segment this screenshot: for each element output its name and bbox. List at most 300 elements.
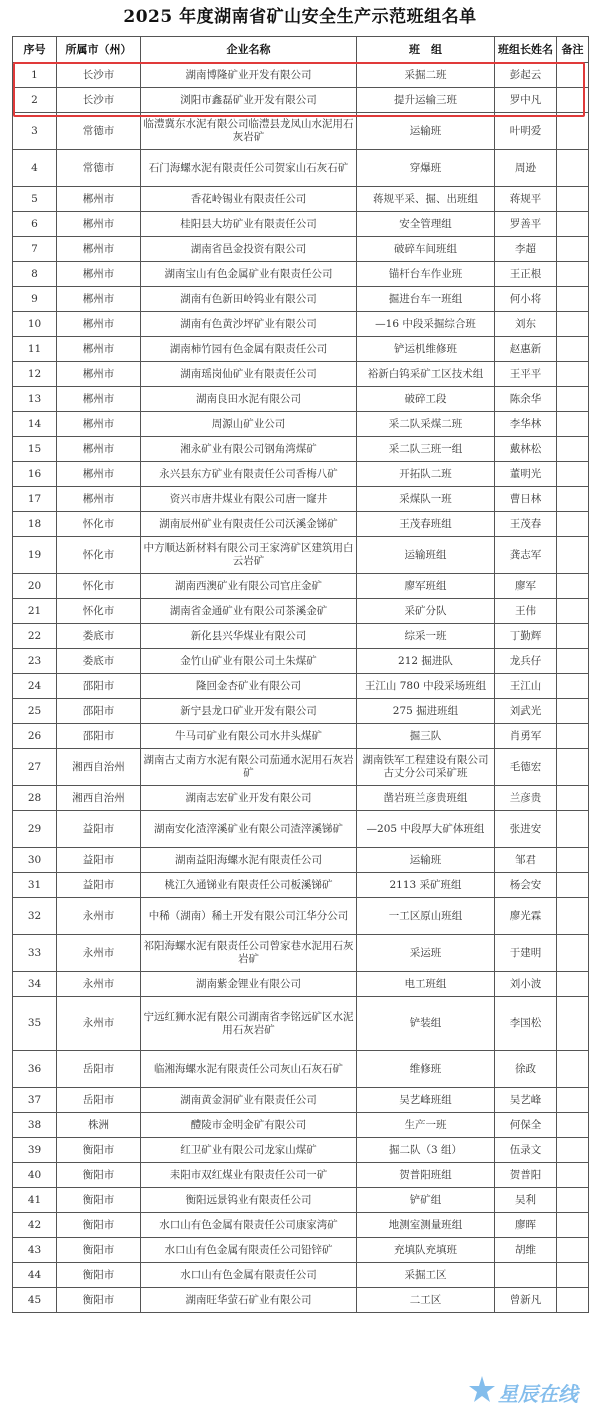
- cell-note: [557, 150, 589, 187]
- table-row: [13, 649, 589, 674]
- cell-seq: 10: [13, 312, 57, 337]
- table-row: [13, 1113, 589, 1138]
- cell-team: 铲矿组: [357, 1188, 495, 1213]
- header-team: 班 组: [357, 37, 495, 63]
- header-seq: 序号: [13, 37, 57, 63]
- cell-seq: 32: [13, 898, 57, 935]
- table-row: [13, 599, 589, 624]
- cell-company: 湖南旺华萤石矿业有限公司: [141, 1288, 357, 1313]
- cell-note: [557, 212, 589, 237]
- cell-city: 怀化市: [57, 537, 141, 574]
- cell-note: [557, 387, 589, 412]
- table-row: [13, 935, 589, 972]
- cell-leader: 何保全: [495, 1113, 557, 1138]
- cell-leader: 邹君: [495, 848, 557, 873]
- cell-note: [557, 1088, 589, 1113]
- cell-city: 郴州市: [57, 362, 141, 387]
- cell-note: [557, 1213, 589, 1238]
- cell-note: [557, 873, 589, 898]
- cell-team: 贺普阳班组: [357, 1163, 495, 1188]
- cell-leader: 陈余华: [495, 387, 557, 412]
- cell-company: 中稀（湖南）稀土开发有限公司江华分公司: [141, 898, 357, 935]
- cell-city: 郴州市: [57, 237, 141, 262]
- table-row: [13, 437, 589, 462]
- cell-company: 湖南省金通矿业有限公司茶溪金矿: [141, 599, 357, 624]
- table-row: [13, 848, 589, 873]
- cell-leader: 王江山: [495, 674, 557, 699]
- cell-leader: 李超: [495, 237, 557, 262]
- cell-city: 长沙市: [57, 63, 141, 88]
- table-row: [13, 1213, 589, 1238]
- cell-team: 综采一班: [357, 624, 495, 649]
- cell-team: 运输班组: [357, 537, 495, 574]
- cell-team: 二工区: [357, 1288, 495, 1313]
- cell-seq: 8: [13, 262, 57, 287]
- cell-company: 湘永矿业有限公司钢角湾煤矿: [141, 437, 357, 462]
- table-row: [13, 1263, 589, 1288]
- cell-company: 湖南有色新田岭钨业有限公司: [141, 287, 357, 312]
- cell-seq: 20: [13, 574, 57, 599]
- cell-team: 破碎车间班组: [357, 237, 495, 262]
- cell-note: [557, 537, 589, 574]
- cell-seq: 28: [13, 786, 57, 811]
- cell-note: [557, 437, 589, 462]
- cell-city: 怀化市: [57, 512, 141, 537]
- cell-note: [557, 512, 589, 537]
- cell-seq: 15: [13, 437, 57, 462]
- cell-leader: 罗中凡: [495, 88, 557, 113]
- cell-team: 采运班: [357, 935, 495, 972]
- cell-note: [557, 312, 589, 337]
- cell-seq: 1: [13, 63, 57, 88]
- table-row: [13, 873, 589, 898]
- cell-team: 廖军班组: [357, 574, 495, 599]
- cell-leader: 赵惠新: [495, 337, 557, 362]
- cell-company: 金竹山矿业有限公司土朱煤矿: [141, 649, 357, 674]
- cell-leader: 伍录文: [495, 1138, 557, 1163]
- cell-seq: 43: [13, 1238, 57, 1263]
- cell-seq: 38: [13, 1113, 57, 1138]
- cell-company: 浏阳市鑫磊矿业开发有限公司: [141, 88, 357, 113]
- watermark-star-icon: [469, 1376, 495, 1402]
- cell-seq: 37: [13, 1088, 57, 1113]
- cell-city: 郴州市: [57, 487, 141, 512]
- table-row: [13, 212, 589, 237]
- cell-city: 郴州市: [57, 187, 141, 212]
- cell-seq: 7: [13, 237, 57, 262]
- cell-company: 湖南紫金锂业有限公司: [141, 972, 357, 997]
- cell-note: [557, 1288, 589, 1313]
- cell-city: 怀化市: [57, 599, 141, 624]
- cell-seq: 36: [13, 1051, 57, 1088]
- cell-note: [557, 113, 589, 150]
- cell-leader: 戴林松: [495, 437, 557, 462]
- cell-seq: 29: [13, 811, 57, 848]
- cell-seq: 25: [13, 699, 57, 724]
- cell-team: 王江山 780 中段采场班组: [357, 674, 495, 699]
- cell-city: 娄底市: [57, 649, 141, 674]
- cell-city: 湘西自治州: [57, 749, 141, 786]
- table-row: [13, 1163, 589, 1188]
- table-row: [13, 1288, 589, 1313]
- cell-seq: 24: [13, 674, 57, 699]
- cell-company: 石门海螺水泥有限责任公司贺家山石灰石矿: [141, 150, 357, 187]
- cell-note: [557, 237, 589, 262]
- cell-city: 郴州市: [57, 387, 141, 412]
- cell-note: [557, 599, 589, 624]
- cell-company: 资兴市唐井煤业有限公司唐一窿井: [141, 487, 357, 512]
- table-row: [13, 262, 589, 287]
- cell-leader: 廖晖: [495, 1213, 557, 1238]
- cell-team: 275 掘进班组: [357, 699, 495, 724]
- cell-note: [557, 1163, 589, 1188]
- cell-company: 醴陵市金明金矿有限公司: [141, 1113, 357, 1138]
- cell-seq: 19: [13, 537, 57, 574]
- cell-city: 岳阳市: [57, 1088, 141, 1113]
- cell-company: 中方顺达新材料有限公司王家湾矿区建筑用白云岩矿: [141, 537, 357, 574]
- cell-leader: 周逊: [495, 150, 557, 187]
- cell-leader: 龚志军: [495, 537, 557, 574]
- cell-leader: 胡维: [495, 1238, 557, 1263]
- cell-note: [557, 674, 589, 699]
- cell-company: 红卫矿业有限公司龙家山煤矿: [141, 1138, 357, 1163]
- cell-leader: 兰彦贵: [495, 786, 557, 811]
- cell-note: [557, 1238, 589, 1263]
- cell-city: 郴州市: [57, 287, 141, 312]
- table-row: [13, 362, 589, 387]
- table-row: [13, 312, 589, 337]
- cell-leader: 蒋规平: [495, 187, 557, 212]
- cell-city: 衡阳市: [57, 1163, 141, 1188]
- cell-note: [557, 337, 589, 362]
- cell-leader: 彭起云: [495, 63, 557, 88]
- roster-body: [13, 63, 589, 1313]
- cell-city: 益阳市: [57, 811, 141, 848]
- cell-team: 一工区原山班组: [357, 898, 495, 935]
- cell-city: 长沙市: [57, 88, 141, 113]
- table-row: [13, 1238, 589, 1263]
- cell-team: 2113 采矿班组: [357, 873, 495, 898]
- cell-note: [557, 287, 589, 312]
- cell-note: [557, 63, 589, 88]
- cell-note: [557, 262, 589, 287]
- cell-note: [557, 972, 589, 997]
- cell-leader: 于建明: [495, 935, 557, 972]
- cell-leader: 廖光霖: [495, 898, 557, 935]
- cell-company: 湖南志宏矿业开发有限公司: [141, 786, 357, 811]
- cell-team: 212 掘进队: [357, 649, 495, 674]
- cell-city: 怀化市: [57, 574, 141, 599]
- cell-city: 郴州市: [57, 412, 141, 437]
- cell-seq: 21: [13, 599, 57, 624]
- cell-company: 周源山矿业公司: [141, 412, 357, 437]
- watermark-logo: [468, 1368, 598, 1420]
- table-row: [13, 997, 589, 1051]
- cell-seq: 3: [13, 113, 57, 150]
- cell-leader: 廖军: [495, 574, 557, 599]
- table-row: [13, 724, 589, 749]
- cell-city: 娄底市: [57, 624, 141, 649]
- cell-city: 常德市: [57, 113, 141, 150]
- cell-team: 穿爆班: [357, 150, 495, 187]
- cell-city: 郴州市: [57, 262, 141, 287]
- cell-team: 采掘工区: [357, 1263, 495, 1288]
- cell-company: 湖南黄金洞矿业有限责任公司: [141, 1088, 357, 1113]
- cell-team: 充填队充填班: [357, 1238, 495, 1263]
- header-company: 企业名称: [141, 37, 357, 63]
- cell-city: 湘西自治州: [57, 786, 141, 811]
- cell-team: 采二队三班一组: [357, 437, 495, 462]
- cell-note: [557, 997, 589, 1051]
- cell-city: 郴州市: [57, 462, 141, 487]
- cell-note: [557, 1113, 589, 1138]
- cell-note: [557, 848, 589, 873]
- cell-city: 郴州市: [57, 212, 141, 237]
- cell-city: 株洲: [57, 1113, 141, 1138]
- table-row: [13, 749, 589, 786]
- cell-team: 湖南铁军工程建设有限公司古丈分公司采矿班: [357, 749, 495, 786]
- cell-seq: 2: [13, 88, 57, 113]
- table-row: [13, 786, 589, 811]
- cell-company: 湖南益阳海螺水泥有限责任公司: [141, 848, 357, 873]
- cell-company: 湖南柿竹园有色金属有限责任公司: [141, 337, 357, 362]
- cell-leader: 曾新凡: [495, 1288, 557, 1313]
- cell-city: 郴州市: [57, 312, 141, 337]
- cell-seq: 18: [13, 512, 57, 537]
- cell-note: [557, 1263, 589, 1288]
- cell-seq: 6: [13, 212, 57, 237]
- cell-leader: 吴利: [495, 1188, 557, 1213]
- cell-team: 蒋规平采、掘、出班组: [357, 187, 495, 212]
- cell-leader: 刘武光: [495, 699, 557, 724]
- cell-seq: 5: [13, 187, 57, 212]
- cell-seq: 45: [13, 1288, 57, 1313]
- cell-company: 湖南西澳矿业有限公司官庄金矿: [141, 574, 357, 599]
- cell-company: 牛马司矿业有限公司水井头煤矿: [141, 724, 357, 749]
- table-row: [13, 1138, 589, 1163]
- cell-company: 新宁县龙口矿业开发有限公司: [141, 699, 357, 724]
- cell-company: 湖南有色黄沙坪矿业有限公司: [141, 312, 357, 337]
- cell-team: 王茂春班组: [357, 512, 495, 537]
- cell-city: 衡阳市: [57, 1138, 141, 1163]
- header-note: 备注: [557, 37, 589, 63]
- cell-leader: 王伟: [495, 599, 557, 624]
- cell-team: 地测室测量班组: [357, 1213, 495, 1238]
- cell-city: 永州市: [57, 935, 141, 972]
- cell-seq: 35: [13, 997, 57, 1051]
- cell-team: 采煤队一班: [357, 487, 495, 512]
- cell-leader: 何小将: [495, 287, 557, 312]
- cell-team: 凿岩班兰彦贵班组: [357, 786, 495, 811]
- cell-city: 岳阳市: [57, 1051, 141, 1088]
- cell-leader: 罗善平: [495, 212, 557, 237]
- cell-city: 邵阳市: [57, 724, 141, 749]
- header-row: [13, 37, 589, 63]
- cell-note: [557, 699, 589, 724]
- cell-note: [557, 649, 589, 674]
- cell-leader: 贺普阳: [495, 1163, 557, 1188]
- cell-leader: 李华林: [495, 412, 557, 437]
- cell-note: [557, 462, 589, 487]
- cell-company: 宁远红狮水泥有限公司湖南省李铭远矿区水泥用石灰岩矿: [141, 997, 357, 1051]
- cell-company: 隆回金杏矿业有限公司: [141, 674, 357, 699]
- cell-seq: 11: [13, 337, 57, 362]
- cell-note: [557, 574, 589, 599]
- cell-seq: 4: [13, 150, 57, 187]
- table-row: [13, 512, 589, 537]
- cell-seq: 41: [13, 1188, 57, 1213]
- table-row: [13, 487, 589, 512]
- cell-team: 锚杆台车作业班: [357, 262, 495, 287]
- cell-company: 临湘海螺水泥有限责任公司灰山石灰石矿: [141, 1051, 357, 1088]
- cell-company: 桂阳县大坊矿业有限责任公司: [141, 212, 357, 237]
- cell-seq: 22: [13, 624, 57, 649]
- table-row: [13, 462, 589, 487]
- table-row: [13, 574, 589, 599]
- cell-leader: 董明光: [495, 462, 557, 487]
- cell-city: 邵阳市: [57, 674, 141, 699]
- table-row: [13, 88, 589, 113]
- cell-company: 湖南古丈南方水泥有限公司茄通水泥用石灰岩矿: [141, 749, 357, 786]
- cell-note: [557, 412, 589, 437]
- cell-company: 湖南瑶岗仙矿业有限责任公司: [141, 362, 357, 387]
- cell-note: [557, 898, 589, 935]
- cell-seq: 14: [13, 412, 57, 437]
- cell-team: 采矿分队: [357, 599, 495, 624]
- cell-seq: 9: [13, 287, 57, 312]
- table-row: [13, 287, 589, 312]
- cell-team: 吴艺峰班组: [357, 1088, 495, 1113]
- cell-leader: 王平平: [495, 362, 557, 387]
- cell-note: [557, 624, 589, 649]
- table-row: [13, 811, 589, 848]
- cell-leader: 徐政: [495, 1051, 557, 1088]
- cell-city: 益阳市: [57, 873, 141, 898]
- table-row: [13, 150, 589, 187]
- cell-company: 永兴县东方矿业有限责任公司香梅八矿: [141, 462, 357, 487]
- cell-team: 电工班组: [357, 972, 495, 997]
- table-row: [13, 1188, 589, 1213]
- cell-team: 采二队采煤二班: [357, 412, 495, 437]
- cell-company: 新化县兴华煤业有限公司: [141, 624, 357, 649]
- table-row: [13, 113, 589, 150]
- table-row: [13, 412, 589, 437]
- cell-team: —205 中段厚大矿体班组: [357, 811, 495, 848]
- cell-company: 湖南安化渣滓溪矿业有限公司渣滓溪锑矿: [141, 811, 357, 848]
- cell-seq: 13: [13, 387, 57, 412]
- cell-leader: 刘小波: [495, 972, 557, 997]
- cell-leader: 杨会安: [495, 873, 557, 898]
- cell-team: 生产一班: [357, 1113, 495, 1138]
- table-row: [13, 898, 589, 935]
- cell-note: [557, 88, 589, 113]
- cell-company: 水口山有色金属有限责任公司铅锌矿: [141, 1238, 357, 1263]
- cell-leader: 丁勤辉: [495, 624, 557, 649]
- cell-leader: 叶明爱: [495, 113, 557, 150]
- cell-seq: 17: [13, 487, 57, 512]
- cell-team: 提升运输三班: [357, 88, 495, 113]
- table-row: [13, 624, 589, 649]
- cell-company: 湖南宝山有色金属矿业有限责任公司: [141, 262, 357, 287]
- cell-team: 铲运机维修班: [357, 337, 495, 362]
- table-row: [13, 237, 589, 262]
- cell-team: 运输班: [357, 113, 495, 150]
- cell-seq: 42: [13, 1213, 57, 1238]
- cell-city: 永州市: [57, 997, 141, 1051]
- cell-note: [557, 811, 589, 848]
- cell-city: 衡阳市: [57, 1188, 141, 1213]
- cell-company: 桃江久通锑业有限责任公司板溪锑矿: [141, 873, 357, 898]
- cell-note: [557, 1188, 589, 1213]
- cell-company: 湖南博隆矿业开发有限公司: [141, 63, 357, 88]
- cell-team: —16 中段采掘综合班: [357, 312, 495, 337]
- cell-company: 湖南良田水泥有限公司: [141, 387, 357, 412]
- cell-note: [557, 786, 589, 811]
- table-row: [13, 699, 589, 724]
- cell-team: 维修班: [357, 1051, 495, 1088]
- cell-team: 开拓队二班: [357, 462, 495, 487]
- cell-city: 衡阳市: [57, 1213, 141, 1238]
- cell-note: [557, 935, 589, 972]
- cell-team: 掘三队: [357, 724, 495, 749]
- table-row: [13, 972, 589, 997]
- cell-leader: 王正根: [495, 262, 557, 287]
- cell-city: 永州市: [57, 898, 141, 935]
- table-row: [13, 674, 589, 699]
- cell-seq: 34: [13, 972, 57, 997]
- cell-company: 水口山有色金属有限责任公司: [141, 1263, 357, 1288]
- cell-team: 铲装组: [357, 997, 495, 1051]
- cell-seq: 23: [13, 649, 57, 674]
- cell-city: 益阳市: [57, 848, 141, 873]
- cell-team: 运输班: [357, 848, 495, 873]
- header-leader: 班组长姓名: [495, 37, 557, 63]
- cell-seq: 40: [13, 1163, 57, 1188]
- cell-company: 祁阳海螺水泥有限责任公司曾家巷水泥用石灰岩矿: [141, 935, 357, 972]
- cell-company: 水口山有色金属有限责任公司康家湾矿: [141, 1213, 357, 1238]
- cell-seq: 30: [13, 848, 57, 873]
- cell-leader: 张进安: [495, 811, 557, 848]
- table-row: [13, 63, 589, 88]
- cell-seq: 27: [13, 749, 57, 786]
- cell-team: 采掘二班: [357, 63, 495, 88]
- table-row: [13, 1051, 589, 1088]
- table-row: [13, 1088, 589, 1113]
- cell-note: [557, 362, 589, 387]
- cell-team: 破碎工段: [357, 387, 495, 412]
- cell-seq: 31: [13, 873, 57, 898]
- page-title: 2025 年度湖南省矿山安全生产示范班组名单: [123, 7, 477, 27]
- cell-note: [557, 749, 589, 786]
- header-city: 所属市（州）: [57, 37, 141, 63]
- cell-seq: 39: [13, 1138, 57, 1163]
- cell-leader: 王茂春: [495, 512, 557, 537]
- cell-seq: 33: [13, 935, 57, 972]
- cell-note: [557, 1051, 589, 1088]
- watermark-text: 星辰在线: [498, 1382, 578, 1406]
- roster-table: [12, 36, 589, 1313]
- cell-company: 香花岭锡业有限责任公司: [141, 187, 357, 212]
- cell-team: 掘二队（3 组）: [357, 1138, 495, 1163]
- cell-team: 安全管理组: [357, 212, 495, 237]
- cell-leader: 曹日林: [495, 487, 557, 512]
- table-row: [13, 537, 589, 574]
- table-row: [13, 337, 589, 362]
- cell-leader: 吴艺峰: [495, 1088, 557, 1113]
- cell-company: 耒阳市双红煤业有限责任公司一矿: [141, 1163, 357, 1188]
- cell-seq: 44: [13, 1263, 57, 1288]
- cell-leader: [495, 1263, 557, 1288]
